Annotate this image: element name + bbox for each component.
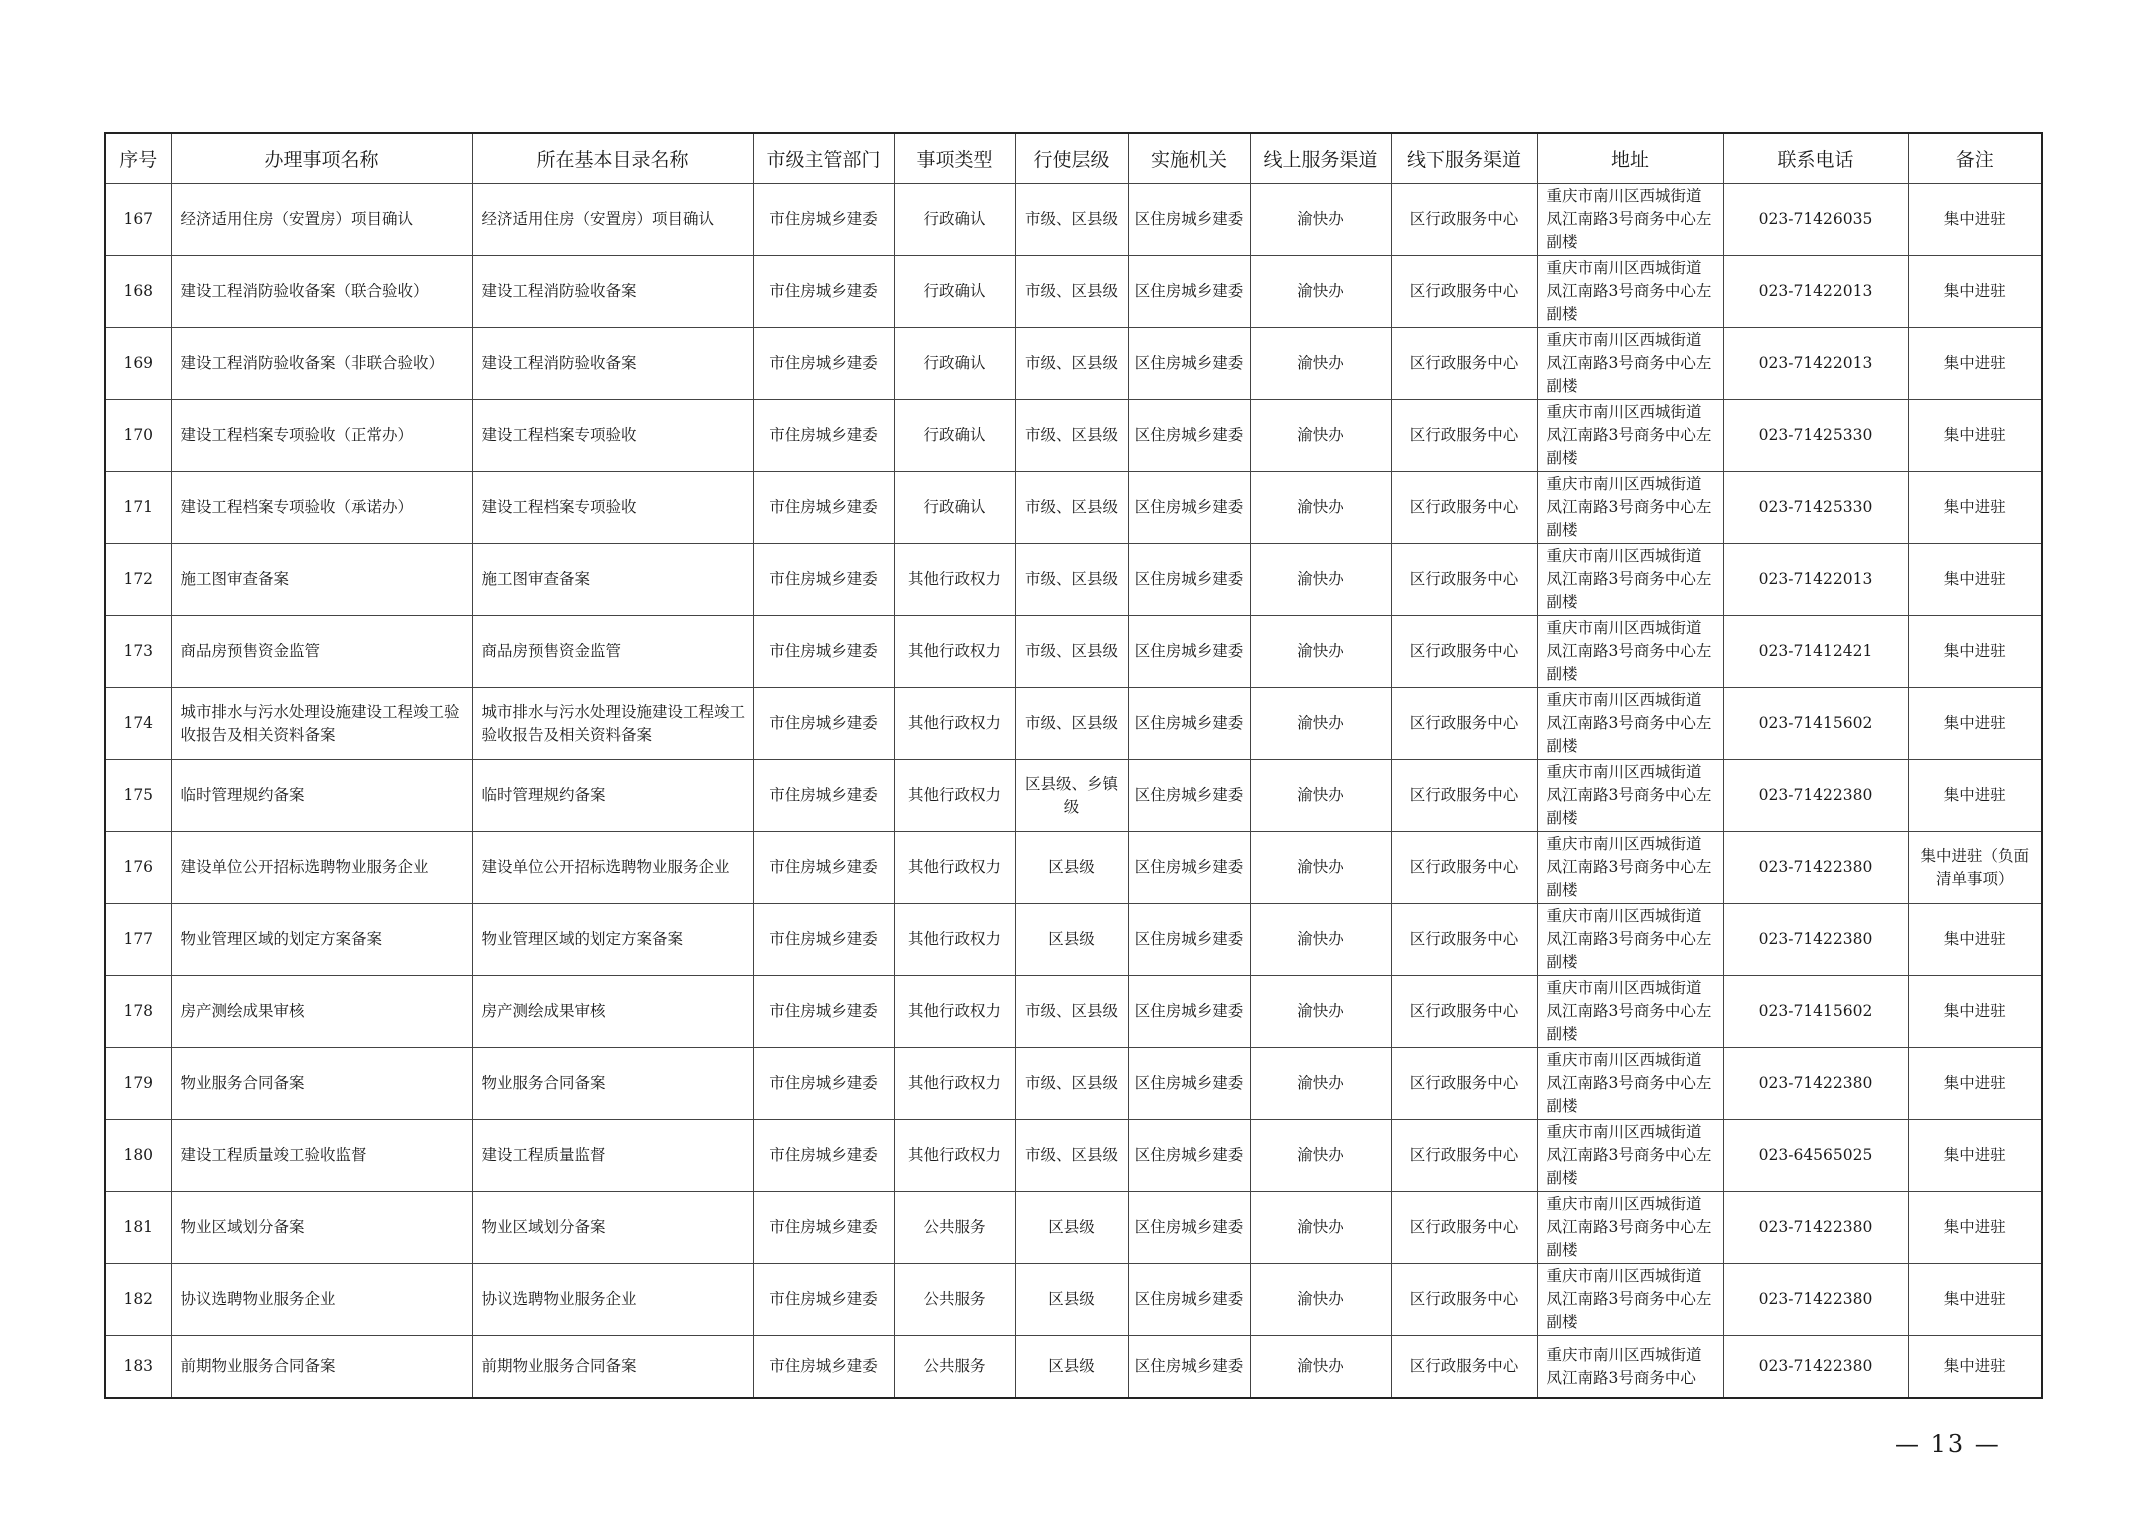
cell-index: 176 (105, 832, 171, 904)
cell-address: 重庆市南川区西城街道凤江南路3号商务中心左副楼 (1537, 1192, 1723, 1264)
cell-catalog-name: 临时管理规约备案 (472, 760, 753, 832)
cell-item-name: 物业服务合同备案 (171, 1048, 472, 1120)
cell-implementing-agency: 区住房城乡建委 (1128, 1192, 1250, 1264)
header-exercise-level: 行使层级 (1015, 133, 1128, 184)
cell-index: 178 (105, 976, 171, 1048)
cell-online-channel: 渝快办 (1250, 400, 1391, 472)
cell-catalog-name: 建设工程消防验收备案 (472, 256, 753, 328)
cell-city-department: 市住房城乡建委 (753, 976, 894, 1048)
cell-city-department: 市住房城乡建委 (753, 832, 894, 904)
cell-city-department: 市住房城乡建委 (753, 1048, 894, 1120)
cell-phone: 023-71422380 (1723, 1336, 1908, 1399)
cell-item-type: 行政确认 (894, 328, 1015, 400)
cell-phone: 023-64565025 (1723, 1120, 1908, 1192)
cell-online-channel: 渝快办 (1250, 1120, 1391, 1192)
cell-item-name: 协议选聘物业服务企业 (171, 1264, 472, 1336)
cell-index: 183 (105, 1336, 171, 1399)
cell-index: 173 (105, 616, 171, 688)
cell-phone: 023-71422380 (1723, 1264, 1908, 1336)
header-phone: 联系电话 (1723, 133, 1908, 184)
cell-item-name: 房产测绘成果审核 (171, 976, 472, 1048)
cell-offline-channel: 区行政服务中心 (1391, 400, 1537, 472)
cell-implementing-agency: 区住房城乡建委 (1128, 832, 1250, 904)
cell-item-name: 物业区域划分备案 (171, 1192, 472, 1264)
cell-item-type: 其他行政权力 (894, 688, 1015, 760)
cell-exercise-level: 区县级 (1015, 1264, 1128, 1336)
cell-phone: 023-71415602 (1723, 976, 1908, 1048)
cell-catalog-name: 前期物业服务合同备案 (472, 1336, 753, 1399)
cell-index: 182 (105, 1264, 171, 1336)
cell-offline-channel: 区行政服务中心 (1391, 1336, 1537, 1399)
cell-phone: 023-71422013 (1723, 256, 1908, 328)
cell-item-name: 施工图审查备案 (171, 544, 472, 616)
header-item-type: 事项类型 (894, 133, 1015, 184)
cell-city-department: 市住房城乡建委 (753, 1192, 894, 1264)
cell-offline-channel: 区行政服务中心 (1391, 976, 1537, 1048)
cell-phone: 023-71425330 (1723, 472, 1908, 544)
cell-remarks: 集中进驻（负面清单事项） (1908, 832, 2042, 904)
cell-exercise-level: 区县级 (1015, 1336, 1128, 1399)
cell-implementing-agency: 区住房城乡建委 (1128, 904, 1250, 976)
cell-online-channel: 渝快办 (1250, 1264, 1391, 1336)
cell-phone: 023-71422380 (1723, 832, 1908, 904)
cell-city-department: 市住房城乡建委 (753, 1336, 894, 1399)
cell-catalog-name: 施工图审查备案 (472, 544, 753, 616)
cell-address: 重庆市南川区西城街道凤江南路3号商务中心左副楼 (1537, 544, 1723, 616)
cell-address: 重庆市南川区西城街道凤江南路3号商务中心左副楼 (1537, 184, 1723, 256)
cell-catalog-name: 经济适用住房（安置房）项目确认 (472, 184, 753, 256)
cell-remarks: 集中进驻 (1908, 904, 2042, 976)
cell-city-department: 市住房城乡建委 (753, 328, 894, 400)
cell-phone: 023-71422380 (1723, 760, 1908, 832)
cell-item-type: 行政确认 (894, 256, 1015, 328)
cell-phone: 023-71422013 (1723, 328, 1908, 400)
cell-exercise-level: 市级、区县级 (1015, 1048, 1128, 1120)
cell-implementing-agency: 区住房城乡建委 (1128, 616, 1250, 688)
cell-item-type: 其他行政权力 (894, 976, 1015, 1048)
cell-item-type: 其他行政权力 (894, 760, 1015, 832)
cell-item-name: 建设工程档案专项验收（正常办） (171, 400, 472, 472)
cell-remarks: 集中进驻 (1908, 1120, 2042, 1192)
header-city-department: 市级主管部门 (753, 133, 894, 184)
header-row (105, 133, 2042, 184)
cell-exercise-level: 区县级 (1015, 1192, 1128, 1264)
table-row (105, 1336, 2042, 1399)
cell-remarks: 集中进驻 (1908, 1048, 2042, 1120)
cell-phone: 023-71422380 (1723, 1192, 1908, 1264)
cell-offline-channel: 区行政服务中心 (1391, 544, 1537, 616)
cell-address: 重庆市南川区西城街道凤江南路3号商务中心左副楼 (1537, 328, 1723, 400)
cell-index: 177 (105, 904, 171, 976)
cell-online-channel: 渝快办 (1250, 184, 1391, 256)
cell-index: 170 (105, 400, 171, 472)
cell-offline-channel: 区行政服务中心 (1391, 1048, 1537, 1120)
cell-phone: 023-71422380 (1723, 904, 1908, 976)
cell-phone: 023-71415602 (1723, 688, 1908, 760)
cell-city-department: 市住房城乡建委 (753, 1120, 894, 1192)
cell-offline-channel: 区行政服务中心 (1391, 904, 1537, 976)
table-row (105, 544, 2042, 616)
cell-city-department: 市住房城乡建委 (753, 1264, 894, 1336)
header-remarks: 备注 (1908, 133, 2042, 184)
cell-exercise-level: 区县级 (1015, 832, 1128, 904)
cell-online-channel: 渝快办 (1250, 1336, 1391, 1399)
table-row (105, 184, 2042, 256)
table-row (105, 472, 2042, 544)
cell-offline-channel: 区行政服务中心 (1391, 256, 1537, 328)
cell-online-channel: 渝快办 (1250, 1048, 1391, 1120)
cell-remarks: 集中进驻 (1908, 184, 2042, 256)
cell-address: 重庆市南川区西城街道凤江南路3号商务中心左副楼 (1537, 904, 1723, 976)
cell-item-type: 行政确认 (894, 472, 1015, 544)
cell-address: 重庆市南川区西城街道凤江南路3号商务中心左副楼 (1537, 976, 1723, 1048)
cell-address: 重庆市南川区西城街道凤江南路3号商务中心左副楼 (1537, 616, 1723, 688)
cell-address: 重庆市南川区西城街道凤江南路3号商务中心左副楼 (1537, 1264, 1723, 1336)
cell-address: 重庆市南川区西城街道凤江南路3号商务中心左副楼 (1537, 1120, 1723, 1192)
cell-item-name: 建设工程消防验收备案（非联合验收） (171, 328, 472, 400)
cell-item-type: 其他行政权力 (894, 544, 1015, 616)
cell-offline-channel: 区行政服务中心 (1391, 472, 1537, 544)
cell-phone: 023-71425330 (1723, 400, 1908, 472)
cell-online-channel: 渝快办 (1250, 832, 1391, 904)
cell-item-name: 建设工程质量竣工验收监督 (171, 1120, 472, 1192)
cell-item-type: 公共服务 (894, 1336, 1015, 1399)
cell-exercise-level: 市级、区县级 (1015, 1120, 1128, 1192)
cell-online-channel: 渝快办 (1250, 976, 1391, 1048)
cell-online-channel: 渝快办 (1250, 616, 1391, 688)
cell-implementing-agency: 区住房城乡建委 (1128, 1264, 1250, 1336)
cell-phone: 023-71426035 (1723, 184, 1908, 256)
cell-item-name: 城市排水与污水处理设施建设工程竣工验收报告及相关资料备案 (171, 688, 472, 760)
cell-catalog-name: 建设工程消防验收备案 (472, 328, 753, 400)
table-row (105, 760, 2042, 832)
cell-city-department: 市住房城乡建委 (753, 184, 894, 256)
cell-online-channel: 渝快办 (1250, 904, 1391, 976)
cell-exercise-level: 市级、区县级 (1015, 472, 1128, 544)
cell-catalog-name: 协议选聘物业服务企业 (472, 1264, 753, 1336)
cell-city-department: 市住房城乡建委 (753, 616, 894, 688)
table-row (105, 1192, 2042, 1264)
cell-index: 169 (105, 328, 171, 400)
cell-item-name: 建设单位公开招标选聘物业服务企业 (171, 832, 472, 904)
cell-item-name: 临时管理规约备案 (171, 760, 472, 832)
cell-address: 重庆市南川区西城街道凤江南路3号商务中心左副楼 (1537, 688, 1723, 760)
cell-item-type: 其他行政权力 (894, 832, 1015, 904)
header-catalog-name: 所在基本目录名称 (472, 133, 753, 184)
cell-online-channel: 渝快办 (1250, 760, 1391, 832)
cell-implementing-agency: 区住房城乡建委 (1128, 328, 1250, 400)
cell-offline-channel: 区行政服务中心 (1391, 760, 1537, 832)
table-header (105, 133, 2042, 184)
cell-catalog-name: 建设工程档案专项验收 (472, 472, 753, 544)
cell-offline-channel: 区行政服务中心 (1391, 328, 1537, 400)
header-address: 地址 (1537, 133, 1723, 184)
cell-offline-channel: 区行政服务中心 (1391, 1192, 1537, 1264)
cell-item-name: 前期物业服务合同备案 (171, 1336, 472, 1399)
table-row (105, 976, 2042, 1048)
cell-item-type: 其他行政权力 (894, 616, 1015, 688)
cell-city-department: 市住房城乡建委 (753, 472, 894, 544)
cell-item-type: 公共服务 (894, 1264, 1015, 1336)
cell-catalog-name: 物业服务合同备案 (472, 1048, 753, 1120)
cell-phone: 023-71422380 (1723, 1048, 1908, 1120)
cell-exercise-level: 区县级 (1015, 904, 1128, 976)
table-row (105, 1120, 2042, 1192)
cell-index: 180 (105, 1120, 171, 1192)
cell-item-type: 行政确认 (894, 184, 1015, 256)
cell-address: 重庆市南川区西城街道凤江南路3号商务中心左副楼 (1537, 1048, 1723, 1120)
cell-catalog-name: 商品房预售资金监管 (472, 616, 753, 688)
cell-implementing-agency: 区住房城乡建委 (1128, 976, 1250, 1048)
cell-exercise-level: 市级、区县级 (1015, 328, 1128, 400)
cell-index: 168 (105, 256, 171, 328)
cell-remarks: 集中进驻 (1908, 976, 2042, 1048)
cell-online-channel: 渝快办 (1250, 472, 1391, 544)
cell-item-type: 其他行政权力 (894, 904, 1015, 976)
cell-implementing-agency: 区住房城乡建委 (1128, 1120, 1250, 1192)
cell-address: 重庆市南川区西城街道凤江南路3号商务中心 (1537, 1336, 1723, 1399)
cell-online-channel: 渝快办 (1250, 688, 1391, 760)
cell-index: 167 (105, 184, 171, 256)
header-offline-channel: 线下服务渠道 (1391, 133, 1537, 184)
cell-catalog-name: 建设工程质量监督 (472, 1120, 753, 1192)
header-online-channel: 线上服务渠道 (1250, 133, 1391, 184)
cell-item-name: 建设工程消防验收备案（联合验收） (171, 256, 472, 328)
cell-implementing-agency: 区住房城乡建委 (1128, 1336, 1250, 1399)
cell-offline-channel: 区行政服务中心 (1391, 1120, 1537, 1192)
cell-offline-channel: 区行政服务中心 (1391, 184, 1537, 256)
cell-exercise-level: 市级、区县级 (1015, 184, 1128, 256)
table-row (105, 688, 2042, 760)
cell-exercise-level: 市级、区县级 (1015, 544, 1128, 616)
cell-implementing-agency: 区住房城乡建委 (1128, 760, 1250, 832)
cell-index: 171 (105, 472, 171, 544)
cell-item-name: 建设工程档案专项验收（承诺办） (171, 472, 472, 544)
cell-implementing-agency: 区住房城乡建委 (1128, 256, 1250, 328)
cell-online-channel: 渝快办 (1250, 328, 1391, 400)
service-items-table (104, 132, 2043, 1399)
page-number: — 13 — (1895, 1430, 2001, 1458)
header-item-name: 办理事项名称 (171, 133, 472, 184)
cell-implementing-agency: 区住房城乡建委 (1128, 184, 1250, 256)
cell-exercise-level: 市级、区县级 (1015, 616, 1128, 688)
cell-phone: 023-71412421 (1723, 616, 1908, 688)
table-row (105, 1264, 2042, 1336)
cell-remarks: 集中进驻 (1908, 472, 2042, 544)
cell-catalog-name: 建设单位公开招标选聘物业服务企业 (472, 832, 753, 904)
header-index: 序号 (105, 133, 171, 184)
cell-phone: 023-71422013 (1723, 544, 1908, 616)
cell-item-name: 经济适用住房（安置房）项目确认 (171, 184, 472, 256)
cell-exercise-level: 市级、区县级 (1015, 688, 1128, 760)
cell-index: 175 (105, 760, 171, 832)
cell-remarks: 集中进驻 (1908, 544, 2042, 616)
cell-remarks: 集中进驻 (1908, 256, 2042, 328)
cell-address: 重庆市南川区西城街道凤江南路3号商务中心左副楼 (1537, 400, 1723, 472)
cell-address: 重庆市南川区西城街道凤江南路3号商务中心左副楼 (1537, 760, 1723, 832)
cell-item-type: 公共服务 (894, 1192, 1015, 1264)
table-row (105, 256, 2042, 328)
table-body (105, 184, 2042, 1399)
cell-online-channel: 渝快办 (1250, 1192, 1391, 1264)
cell-city-department: 市住房城乡建委 (753, 256, 894, 328)
cell-city-department: 市住房城乡建委 (753, 400, 894, 472)
cell-remarks: 集中进驻 (1908, 688, 2042, 760)
cell-exercise-level: 市级、区县级 (1015, 256, 1128, 328)
cell-index: 172 (105, 544, 171, 616)
cell-implementing-agency: 区住房城乡建委 (1128, 400, 1250, 472)
cell-implementing-agency: 区住房城乡建委 (1128, 1048, 1250, 1120)
cell-city-department: 市住房城乡建委 (753, 688, 894, 760)
cell-address: 重庆市南川区西城街道凤江南路3号商务中心左副楼 (1537, 472, 1723, 544)
cell-catalog-name: 建设工程档案专项验收 (472, 400, 753, 472)
cell-implementing-agency: 区住房城乡建委 (1128, 472, 1250, 544)
cell-catalog-name: 房产测绘成果审核 (472, 976, 753, 1048)
cell-remarks: 集中进驻 (1908, 760, 2042, 832)
cell-catalog-name: 城市排水与污水处理设施建设工程竣工验收报告及相关资料备案 (472, 688, 753, 760)
cell-index: 181 (105, 1192, 171, 1264)
cell-online-channel: 渝快办 (1250, 256, 1391, 328)
cell-online-channel: 渝快办 (1250, 544, 1391, 616)
cell-index: 179 (105, 1048, 171, 1120)
cell-item-name: 物业管理区域的划定方案备案 (171, 904, 472, 976)
cell-catalog-name: 物业区域划分备案 (472, 1192, 753, 1264)
cell-exercise-level: 市级、区县级 (1015, 400, 1128, 472)
cell-remarks: 集中进驻 (1908, 1336, 2042, 1399)
cell-item-name: 商品房预售资金监管 (171, 616, 472, 688)
header-implementing-agency: 实施机关 (1128, 133, 1250, 184)
cell-implementing-agency: 区住房城乡建委 (1128, 688, 1250, 760)
cell-city-department: 市住房城乡建委 (753, 544, 894, 616)
cell-offline-channel: 区行政服务中心 (1391, 688, 1537, 760)
cell-city-department: 市住房城乡建委 (753, 904, 894, 976)
cell-city-department: 市住房城乡建委 (753, 760, 894, 832)
cell-offline-channel: 区行政服务中心 (1391, 832, 1537, 904)
cell-exercise-level: 市级、区县级 (1015, 976, 1128, 1048)
cell-item-type: 行政确认 (894, 400, 1015, 472)
table-row (105, 1048, 2042, 1120)
cell-item-type: 其他行政权力 (894, 1048, 1015, 1120)
cell-item-type: 其他行政权力 (894, 1120, 1015, 1192)
cell-exercise-level: 区县级、乡镇级 (1015, 760, 1128, 832)
cell-offline-channel: 区行政服务中心 (1391, 1264, 1537, 1336)
cell-address: 重庆市南川区西城街道凤江南路3号商务中心左副楼 (1537, 256, 1723, 328)
cell-remarks: 集中进驻 (1908, 616, 2042, 688)
cell-remarks: 集中进驻 (1908, 1264, 2042, 1336)
cell-offline-channel: 区行政服务中心 (1391, 616, 1537, 688)
cell-catalog-name: 物业管理区域的划定方案备案 (472, 904, 753, 976)
cell-remarks: 集中进驻 (1908, 400, 2042, 472)
table-row (105, 832, 2042, 904)
cell-remarks: 集中进驻 (1908, 1192, 2042, 1264)
table-row (105, 616, 2042, 688)
table-row (105, 904, 2042, 976)
cell-remarks: 集中进驻 (1908, 328, 2042, 400)
table-row (105, 328, 2042, 400)
cell-index: 174 (105, 688, 171, 760)
cell-implementing-agency: 区住房城乡建委 (1128, 544, 1250, 616)
table-row (105, 400, 2042, 472)
cell-address: 重庆市南川区西城街道凤江南路3号商务中心左副楼 (1537, 832, 1723, 904)
